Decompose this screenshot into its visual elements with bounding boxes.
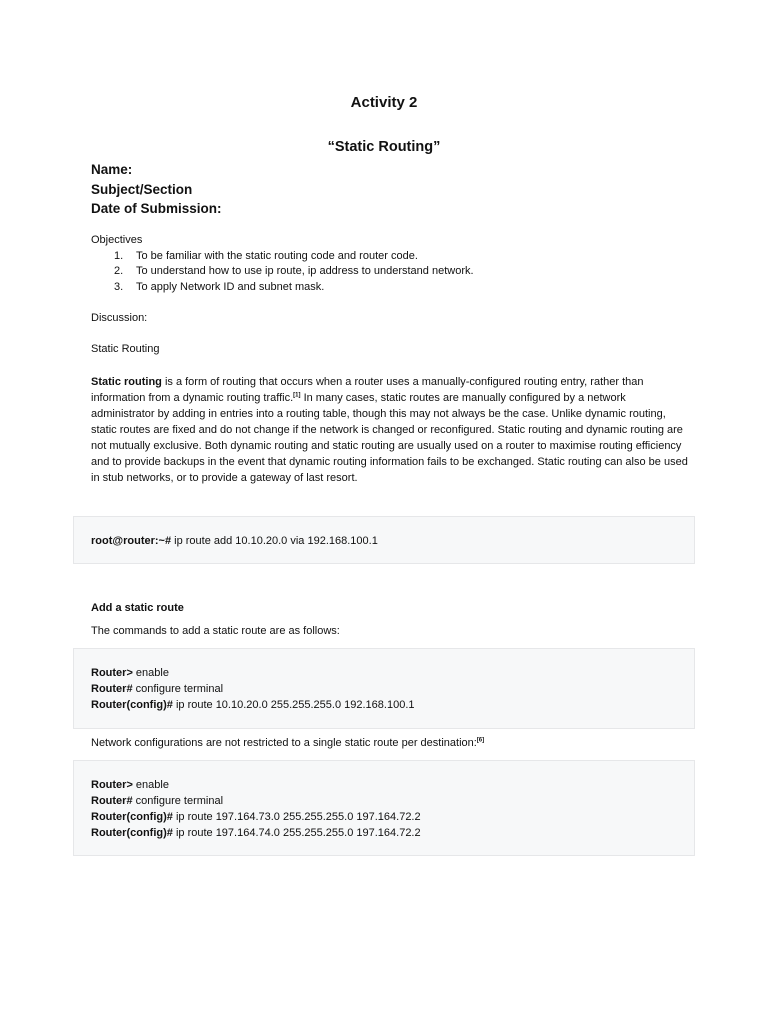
code-command: ip route 10.10.20.0 255.255.255.0 192.168.100.1 [172,699,415,711]
code-line [74,793,694,809]
code-line [74,809,694,825]
objectives-label: Objectives [91,234,143,246]
code-prompt: Router# [91,795,133,807]
code-command: ip route 197.164.73.0 255.255.255.0 197.164.72.2 [172,811,421,823]
code-prompt: Router# [91,683,133,695]
list-item-text: To understand how to use ip route, ip address to understand network. [136,265,474,277]
static-routing-paragraph [91,374,691,486]
code-line [74,777,694,793]
paragraph-text: is a form of routing that occurs when a router uses a manually-configured routing entry, rather than information from a dynamic routing traffic. [91,376,644,404]
subject-field-label: Subject/Section [91,181,193,197]
code-command: enable [132,779,169,791]
code-prompt: Router(config)# [91,827,173,839]
list-item-number: 1. [114,249,124,262]
discussion-label: Discussion: [91,312,148,324]
code-command: configure terminal [132,683,224,695]
paragraph-text: In many cases, static routes are manually configured by a network administrator by adding in entries into a routing table, though this may not always be the case. Unlike dynamic routing, static routes are fixed and do not change if the network is changed or reconfigured. Static routing and dynamic routing are not mutually exclusive. Both dynamic routing and static routing are usually used on a router to maximise routing efficiency and to provide backups in the event that dynamic routing information fails to be exchanged. Static routing can also be used in stub networks, or to provide a gateway of last resort. [91,392,688,484]
code-line [74,825,694,841]
objectives-list [91,249,474,296]
list-item [91,264,474,280]
code-prompt: root@router:~# [91,535,172,547]
section-label: Static Routing [91,343,160,355]
name-field-label: Name: [91,162,133,177]
list-item-number: 2. [114,265,124,277]
network-note [91,737,484,749]
list-item-text: To apply Network ID and subnet mask. [136,280,325,293]
code-line [74,533,694,549]
code-prompt: Router> [91,667,133,679]
header-fields [91,160,222,219]
code-line [74,697,694,713]
list-item [91,280,474,296]
network-note-text: Network configurations are not restricted to a single static route per destination: [91,737,477,749]
commands-intro: The commands to add a static route are as follows: [91,625,340,637]
code-line [74,665,694,681]
code-block [73,760,695,856]
code-prompt: Router> [91,779,133,791]
citation-link[interactable]: [6] [476,737,485,744]
code-command: enable [132,667,169,679]
code-block [73,648,695,729]
add-static-route-heading: Add a static route [91,602,184,614]
bold-term: Static routing [91,376,162,388]
objectives-section [91,233,474,295]
document-title: Activity 2 [350,94,418,111]
list-item-text: To be familiar with the static routing code and router code. [136,249,418,262]
code-command: ip route 197.164.74.0 255.255.255.0 197.164.72.2 [172,827,421,839]
code-prompt: Router(config)# [91,699,173,711]
list-item [91,249,474,265]
date-field-label: Date of Submission: [91,201,222,216]
list-item-number: 3. [114,280,124,293]
document-subtitle: “Static Routing” [327,139,441,155]
citation-link[interactable]: [1] [293,392,301,399]
code-prompt: Router(config)# [91,811,173,823]
code-line [74,681,694,697]
code-command: ip route add 10.10.20.0 via 192.168.100.1 [171,535,378,547]
code-block [73,516,695,564]
code-command: configure terminal [132,795,224,807]
